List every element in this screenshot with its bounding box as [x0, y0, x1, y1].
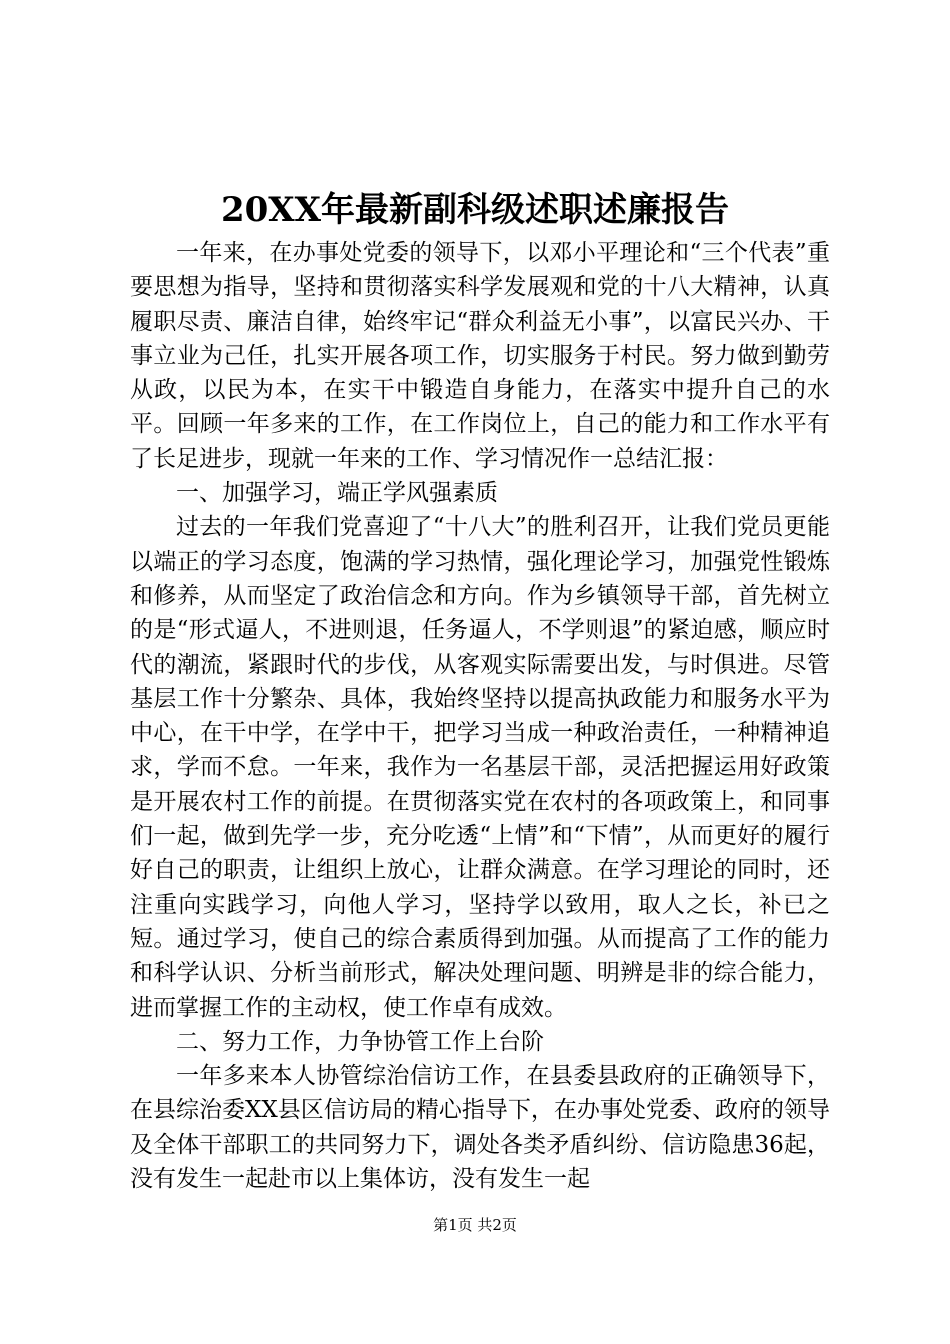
section-heading-2: 二、努力工作，力争协管工作上台阶	[176, 1028, 544, 1055]
section-heading-1: 一、加强学习，端正学风强素质	[176, 480, 498, 507]
paragraph-study: 过去的一年我们党喜迎了“十八大”的胜利召开，让我们党员更能以端正的学习态度，饱满的学习热情，强化理论学习，加强党性锻炼和修养，从而坚定了政治信念和方向。作为乡镇领导干部，首先树立的是“形式逼人，不进则退，任务逼人，不学则退”的紧迫感，顺应时代的潮流，紧跟时代的步伐，从客观实际需要出发，与时俱进。尽管基层工作十分繁杂、具体，我始终坚持以提高执政能力和服务水平为中心，在干中学，在学中干，把学习当成一种政治责任，一种精神追求，学而不怠。一年来，我作为一名基层干部，灵活把握运用好政策是开展农村工作的前提。在贯彻落实党在农村的各项政策上，和同事们一起，做到先学一步，充分吃透“上情”和“下情”，从而更好的履行好自己的职责，让组织上放心，让群众满意。在学习理论的同时，还注重向实践学习，向他人学习，坚持学以致用，取人之长，补已之短。通过学习，使自己的综合素质得到加强。从而提高了工作的能力和科学认识、分析当前形式，解决处理问题、明辨是非的综合能力，进而掌握工作的主动权，使工作卓有成效。	[130, 514, 830, 1021]
document-body	[130, 236, 830, 1196]
document-title: 20XX年最新副科级述职述廉报告	[220, 190, 730, 230]
page-footer: 第1页 共2页	[433, 1216, 517, 1234]
paragraph-intro: 一年来，在办事处党委的领导下，以邓小平理论和“三个代表”重要思想为指导，坚持和贯彻落实科学发展观和党的十八大精神，认真履职尽责、廉洁自律，始终牢记“群众利益无小事”，以富民兴办、干事立业为己任，扎实开展各项工作，切实服务于村民。努力做到勤劳从政，以民为本，在实干中锻造自身能力，在落实中提升自己的水平。回顾一年多来的工作，在工作岗位上，自己的能力和工作水平有了长足进步，现就一年来的工作、学习情况作一总结汇报：	[130, 240, 830, 472]
paragraph-work: 一年多来本人协管综治信访工作，在县委县政府的正确领导下，在县综治委XX县区信访局的精心指导下，在办事处党委、政府的领导及全体干部职工的共同努力下，调处各类矛盾纠纷、信访隐患36起，没有发生一起赴市以上集体访，没有发生一起	[130, 1063, 830, 1193]
